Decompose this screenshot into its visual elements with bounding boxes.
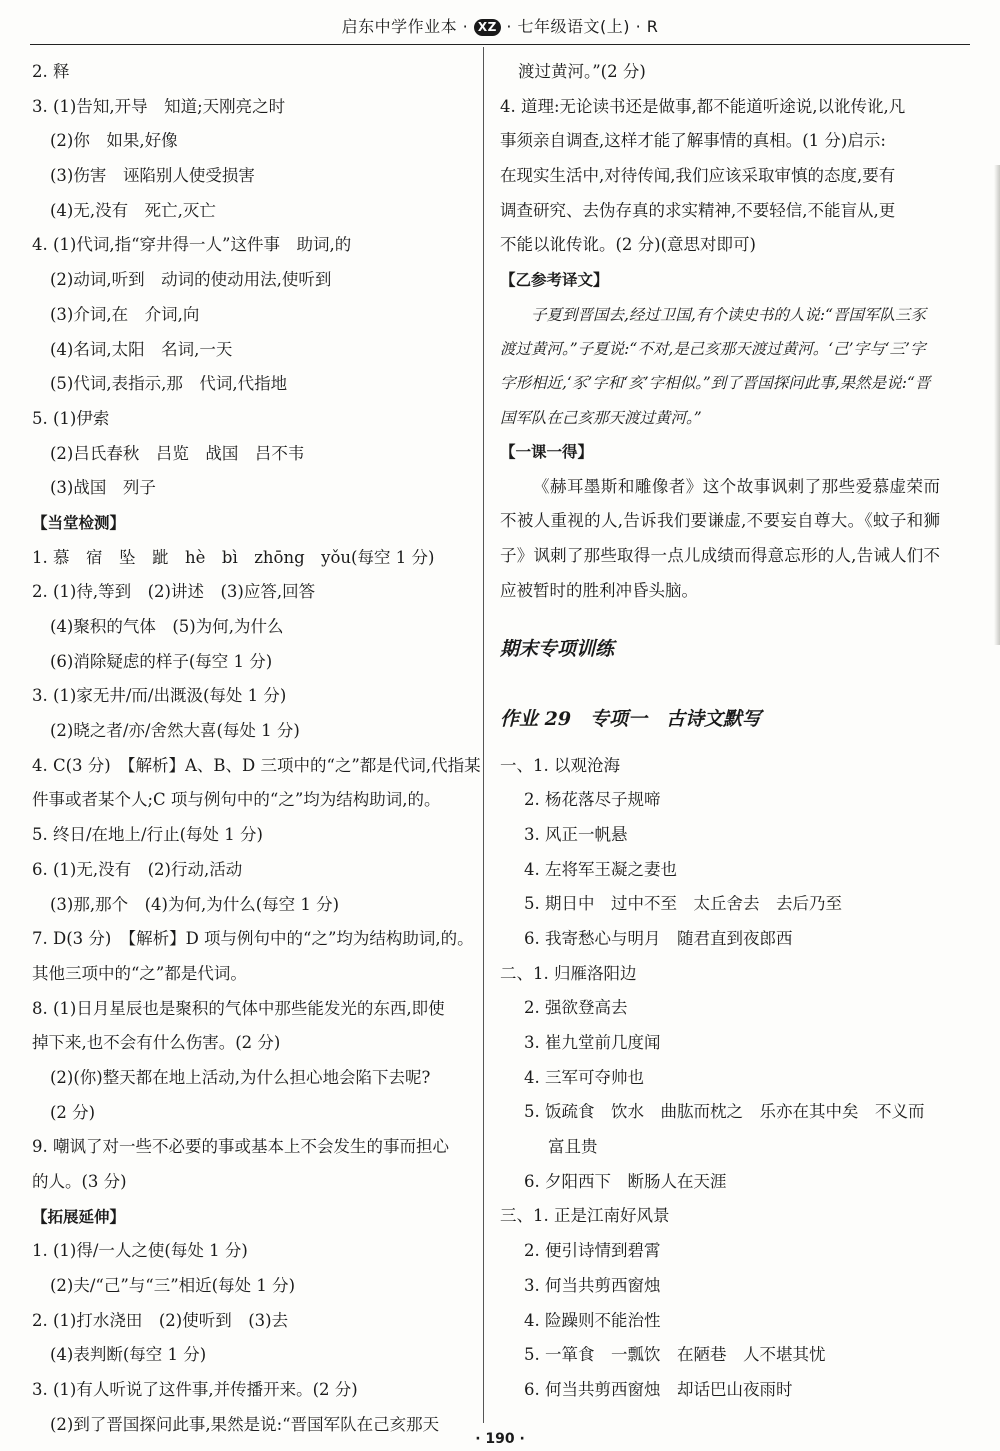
text-line: 3. (1)告知,开导 知道;天刚亮之时 bbox=[32, 96, 286, 116]
text-line: 【拓展延伸】 bbox=[32, 1207, 126, 1226]
text-line: (4)聚积的气体 (5)为何,为什么 bbox=[50, 617, 284, 636]
page-edge-shadow bbox=[994, 165, 1000, 645]
header-rule bbox=[30, 44, 970, 45]
translation-heading: 【乙参考译文】 bbox=[500, 271, 609, 290]
text-line: 在现实生活中,对待传闻,我们应该采取审慎的态度,要有 bbox=[500, 166, 896, 186]
text-line: 富且贵 bbox=[548, 1137, 598, 1157]
translation-text: 子夏到晋国去,经过卫国,有个读史书的人说:“晋国军队三豕渡过黄河。”子夏说:“不对,是己亥那天渡过黄河。‘己’字与‘三’字字形相近,‘豕’字和‘亥’字相似。”到了晋国探问此事,果然是说:“晋国军队在己亥那天渡过黄河。” bbox=[500, 305, 931, 427]
text-line: 三、1. 正是江南好风景 bbox=[500, 1206, 670, 1226]
text-line: 渡过黄河。”(2 分) bbox=[518, 62, 646, 81]
text-line: (2 分) bbox=[50, 1102, 96, 1122]
text-line: (2)你 如果,好像 bbox=[50, 131, 178, 151]
text-line: (2)到了晋国探问此事,果然是说:“晋国军队在己亥那天 bbox=[50, 1414, 440, 1434]
text-line: 5. 期日中 过中不至 太丘舍去 去后乃至 bbox=[524, 894, 842, 914]
text-line: 5. (1)伊索 bbox=[32, 408, 110, 428]
text-line: 4. (1)代词,指“穿井得一人”这件事 助词,的 bbox=[32, 235, 352, 255]
page-number: · 190 · bbox=[475, 1431, 525, 1447]
text-line: (3)那,那个 (4)为何,为什么(每空 1 分) bbox=[50, 894, 340, 914]
text-line: 1. 慕 宿 坠 跐 hè bì zhōng yǒu(每空 1 分) bbox=[32, 547, 435, 567]
summary-heading: 【一课一得】 bbox=[500, 443, 594, 461]
text-line: 一、1. 以观沧海 bbox=[500, 755, 620, 775]
text-line: 其他三项中的“之”都是代词。 bbox=[32, 963, 247, 983]
assignment-title: 作业 29 专项一 古诗文默写 bbox=[500, 707, 762, 730]
text-line: 3. (1)有人听说了这件事,并传播开来。(2 分) bbox=[32, 1380, 358, 1400]
text-line: 7. D(3 分) 【解析】D 项与例句中的“之”均为结构助词,的。 bbox=[32, 929, 474, 949]
text-line: (2)夫/“己”与“三”相近(每处 1 分) bbox=[50, 1276, 296, 1296]
page-header bbox=[30, 14, 970, 44]
book-title-prefix: 启东中学作业本 · bbox=[341, 17, 474, 36]
text-line: 4. 左将军王凝之妻也 bbox=[524, 859, 677, 879]
text-line: (3)战国 列子 bbox=[50, 478, 156, 498]
text-line: 8. (1)日月星辰也是聚积的气体中那些能发光的东西,即使 bbox=[32, 998, 445, 1018]
text-line: 4. 险躁则不能治性 bbox=[524, 1310, 661, 1330]
answer-block-continued bbox=[500, 55, 940, 263]
text-line: (3)伤害 诬陷别人使受损害 bbox=[50, 166, 255, 186]
text-line: 6. 夕阳西下 断肠人在天涯 bbox=[524, 1171, 727, 1191]
text-line: 2. (1)待,等到 (2)讲述 (3)应答,回答 bbox=[32, 582, 316, 602]
text-line: (2)动词,听到 动词的使动用法,使听到 bbox=[50, 270, 332, 290]
column-divider bbox=[483, 47, 484, 1423]
text-line: 3. (1)家无井/而/出溉汲(每处 1 分) bbox=[32, 686, 287, 706]
text-line: 6. 我寄愁心与明月 随君直到夜郎西 bbox=[524, 928, 793, 948]
text-line: 6. 何当共剪西窗烛 却话巴山夜雨时 bbox=[524, 1379, 793, 1399]
text-line: 3. 风正一帆悬 bbox=[524, 824, 628, 844]
text-line: 调查研究、去伪存真的求实精神,不要轻信,不能盲从,更 bbox=[500, 200, 896, 220]
final-section-title: 期末专项训练 bbox=[500, 637, 615, 660]
text-line: 4. 三军可夺帅也 bbox=[524, 1067, 644, 1087]
right-column bbox=[500, 55, 940, 1408]
left-column bbox=[32, 55, 481, 1443]
text-line: 2. 释 bbox=[32, 62, 70, 81]
summary-text: 《赫耳墨斯和雕像者》这个故事讽刺了那些爱慕虚荣而不被人重视的人,告诉我们要谦虚,不要妄自尊大。《蚊子和狮子》讽刺了那些取得一点儿成绩而得意忘形的人,告诫人们不应被暂时的胜利冲昏头脑。 bbox=[500, 476, 940, 600]
text-line: 二、1. 归雁洛阳边 bbox=[500, 963, 637, 983]
text-line: (5)代词,表指示,那 代词,代指地 bbox=[50, 374, 288, 394]
text-line: (2)吕氏春秋 吕览 战国 吕不韦 bbox=[50, 443, 305, 463]
text-line: 件事或者某个人;C 项与例句中的“之”均为结构助词,的。 bbox=[32, 790, 441, 810]
text-line: 5. 一箪食 一瓢饮 在陋巷 人不堪其忧 bbox=[524, 1345, 826, 1365]
text-line: (4)表判断(每空 1 分) bbox=[50, 1345, 207, 1365]
text-line: 4. 道理:无论读书还是做事,都不能道听途说,以讹传讹,凡 bbox=[500, 96, 906, 116]
text-line: 3. 崔九堂前几度闻 bbox=[524, 1033, 661, 1052]
text-line: 4. C(3 分) 【解析】A、B、D 三项中的“之”都是代词,代指某 bbox=[32, 755, 481, 775]
text-line: (2)晓之者/亦/舍然大喜(每处 1 分) bbox=[50, 721, 300, 741]
text-line: 5. 终日/在地上/行止(每处 1 分) bbox=[32, 825, 263, 845]
text-line: 9. 嘲讽了对一些不必要的事或基本上不会发生的事而担心 bbox=[32, 1137, 449, 1157]
text-line: 5. 饭疏食 饮水 曲肱而枕之 乐亦在其中矣 不义而 bbox=[524, 1102, 925, 1122]
text-line: 【当堂检测】 bbox=[32, 513, 126, 532]
text-line: 不能以讹传讹。(2 分)(意思对即可) bbox=[500, 235, 756, 255]
text-line: 2. 杨花落尽子规啼 bbox=[524, 790, 661, 810]
text-line: 掉下来,也不会有什么伤害。(2 分) bbox=[32, 1033, 281, 1053]
text-line: 2. (1)打水浇田 (2)使听到 (3)去 bbox=[32, 1310, 289, 1330]
text-line: 2. 强欲登高去 bbox=[524, 998, 628, 1018]
text-line: 的人。(3 分) bbox=[32, 1172, 127, 1191]
text-line: (6)消除疑虑的样子(每空 1 分) bbox=[50, 651, 273, 671]
publisher-logo: XZ bbox=[474, 19, 501, 36]
text-line: 2. 便引诗情到碧霄 bbox=[524, 1241, 661, 1261]
text-line: (3)介词,在 介词,向 bbox=[50, 304, 200, 324]
text-line: 6. (1)无,没有 (2)行动,活动 bbox=[32, 859, 243, 879]
text-line: (2)(你)整天都在地上活动,为什么担心地会陷下去呢? bbox=[50, 1067, 431, 1087]
text-line: (4)无,没有 死亡,灭亡 bbox=[50, 200, 216, 220]
text-line: (4)名词,太阳 名词,一天 bbox=[50, 339, 233, 359]
text-line: 事须亲自调查,这样才能了解事情的真相。(1 分)启示: bbox=[500, 131, 886, 151]
text-line: 3. 何当共剪西窗烛 bbox=[524, 1275, 661, 1295]
text-line: 1. (1)得/一人之使(每处 1 分) bbox=[32, 1241, 248, 1261]
answer-list bbox=[500, 749, 940, 1408]
book-title-suffix: · 七年级语文(上) · R bbox=[500, 17, 659, 36]
